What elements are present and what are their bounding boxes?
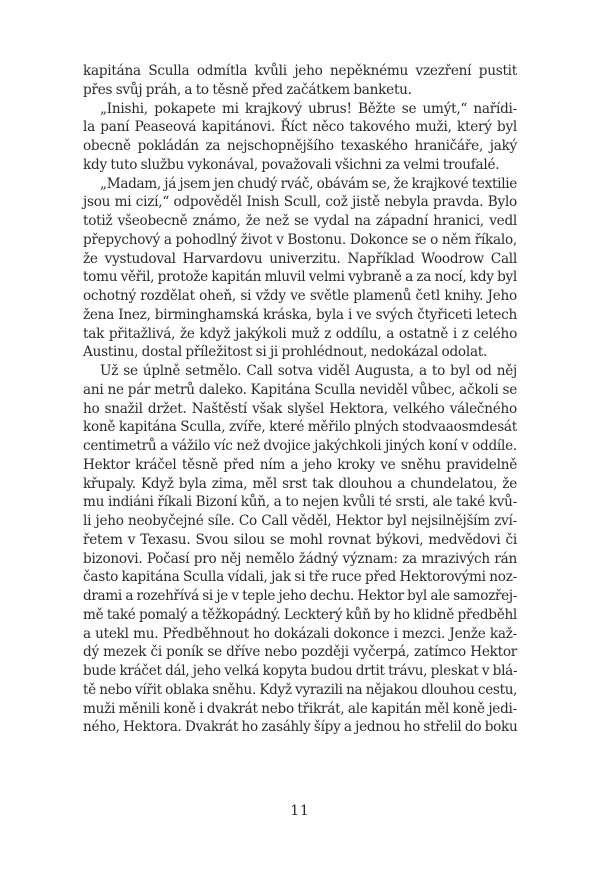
book-page-text (83, 62, 517, 737)
text-line: žena Inez, birminghamská kráska, byla i ve svých čtyřiceti letech (83, 306, 517, 323)
text-line: kapitána Sculla odmítla kvůli jeho nepěknému vzezření pustit (83, 63, 517, 79)
page-number: 11 (290, 803, 310, 819)
text-line: li jeho neobyčejné síle. Co Call věděl, Hektor byl nejsilnějším zví- (83, 513, 517, 529)
text-line: dý mezek či poník se dříve nebo později vyčerpá, zatímco Hektor (83, 644, 517, 661)
text-line: Už se úplně setmělo. Call sotva viděl Augusta, a to byl od něj (100, 363, 517, 379)
text-line: ani ne pár metrů daleko. Kapitána Sculla neviděl vůbec, ačkoli se (83, 381, 517, 398)
text-line: totiž všeobecně známo, že než se vydal na západní hranici, vedl (83, 213, 517, 229)
text-line: centimetrů a vážilo víc než dvojice jakýchkoli jiných koní v oddíle. (83, 438, 517, 454)
text-line: la paní Peaseová kapitánovi. Říct něco takového muži, který byl (83, 119, 517, 136)
text-line: muži měnili koně i dvakrát nebo třikrát, ale kapitán měl koně jedi- (83, 700, 517, 717)
text-line: obecně pokládán za nejschopnějšího texaského hraničáře, jaký (83, 138, 517, 154)
text-line: Hektor kráčel těsně před ním a jeho kroky ve sněhu pravidelně (83, 456, 517, 473)
text-line: přes svůj práh, a to těsně před začátkem banketu. (83, 81, 412, 98)
text-line: že vystudoval Harvardovu univerzitu. Například Woodrow Call (83, 250, 517, 267)
text-line: řetem v Texasu. Svou silou se mohl rovnat býkovi, medvědovi či (83, 531, 517, 548)
text-line: „Inishi, pokapete mi krajkový ubrus! Běžte se umýt,“ nařídi- (100, 100, 517, 117)
text-line: bude kráčet dál, jeho velká kopyta budou drtit trávu, pleskat v blá- (83, 663, 518, 679)
text-line: ochotný rozdělat oheň, si vždy ve světle plamenů četl knihy. Jeho (83, 288, 517, 304)
text-line: koně kapitána Sculla, zvíře, které měřilo plných stodvaaosmdesát (83, 419, 517, 436)
text-line: tomu věřil, protože kapitán mluvil velmi vybraně a za nocí, kdy byl (83, 269, 517, 286)
text-line: kdy tuto službu vykonával, považovali všichni za velmi troufalé. (83, 156, 500, 173)
text-line: ho snažil držet. Naštěstí však slyšel Hektora, velkého válečného (83, 400, 517, 417)
text-line: křupaly. Když byla zima, měl srst tak dlouhou a chundelatou, že (83, 475, 517, 492)
text-line: drami a rozehřívá si je v teple jeho dechu. Hektor byl ale samozřej- (83, 588, 518, 604)
text-line: Austinu, dostal příležitost si ji prohlédnout, nedokázal odolat. (83, 344, 488, 361)
text-line: mu indiáni říkali Bizoní kůň, a to nejen kvůli té srsti, ale také kvů- (83, 494, 517, 511)
text-line: mě také pomalý a těžkopádný. Leckterý kůň by ho klidně předběhl (83, 606, 517, 623)
text-line: a utekl mu. Předběhnout ho dokázali dokonce i mezci. Jenže kaž- (83, 625, 517, 642)
text-line: přepychový a pohodlný život v Bostonu. Dokonce se o něm říkalo, (83, 231, 517, 248)
text-line: ného, Hektora. Dvakrát ho zasáhly šípy a jednou ho střelil do boku (83, 719, 518, 736)
text-line: tak přitažlivá, že když jakýkoli muž z oddílu, a ostatně i z celého (83, 325, 517, 342)
text-line: často kapitána Sculla vídali, jak si tře ruce před Hektorovými noz- (83, 569, 517, 586)
text-line: „Madam, já jsem jen chudý rváč, obávám se, že krajkové textilie (100, 175, 517, 192)
text-line: tě nebo vířit oblaka sněhu. Když vyrazili na nějakou dlouhou cestu, (83, 681, 518, 698)
text-line: jsou mi cizí,“ odpověděl Inish Scull, což jistě nebyla pravda. Bylo (83, 194, 517, 211)
text-line: bizonovi. Počasí pro něj nemělo žádný význam: za mrazivých rán (83, 550, 517, 567)
